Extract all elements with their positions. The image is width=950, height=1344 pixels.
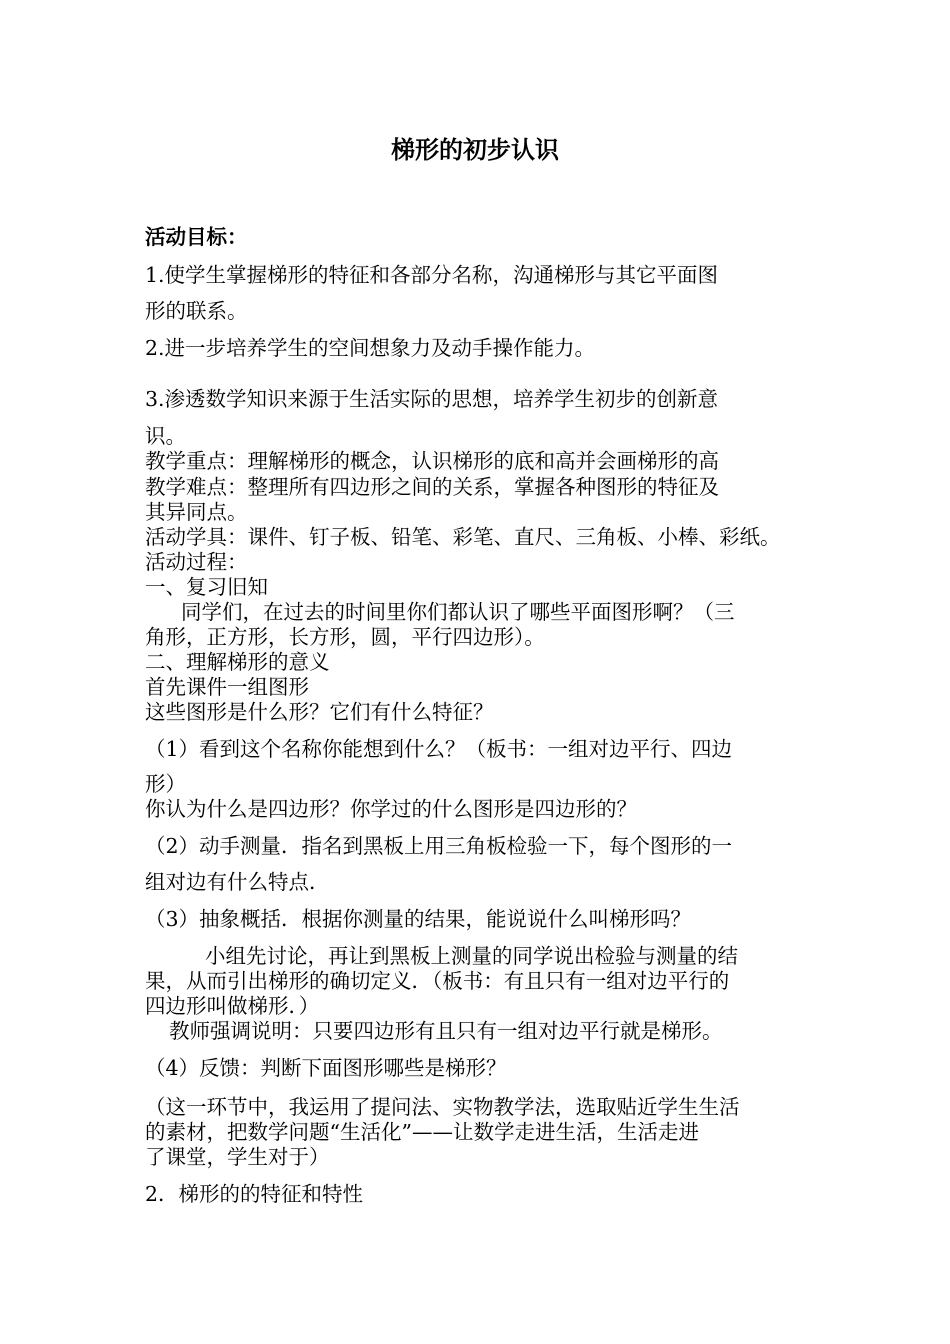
quadrilateral-question: 你认为什么是四边形？你学过的什么图形是四边形的？ (145, 797, 637, 821)
step-1-line-1: （1）看到这个名称你能想到什么？（板书：一组对边平行、四边 (145, 737, 733, 761)
activity-process-heading: 活动过程： (145, 550, 248, 574)
teacher-emphasis: 教师强调说明：只要四边形有且只有一组对边平行就是梯形。 (169, 1019, 723, 1043)
goal-3-line-2: 识。 (145, 424, 186, 448)
step-2-line-1: （2）动手测量．指名到黑板上用三角板检验一下，每个图形的一 (145, 834, 733, 858)
step-2-line-2: 组对边有什么特点． (145, 870, 330, 894)
section-review: 一、复习旧知 (145, 575, 268, 599)
step-1-line-2: 形） (145, 772, 186, 796)
courseware-line: 首先课件一组图形 (145, 675, 309, 699)
step-4: （4）反馈：判断下面图形哪些是梯形？ (145, 1056, 507, 1080)
reflection-line-3: 了课堂，学生对于） (145, 1145, 330, 1169)
question-line: 这些图形是什么形？它们有什么特征？ (145, 700, 494, 724)
discussion-line-2: 果，从而引出梯形的确切定义．（板书：有且只有一组对边平行的 (145, 969, 730, 993)
teaching-difficulty-line-1: 教学难点：整理所有四边形之间的关系，掌握各种图形的特征及 (145, 475, 719, 499)
activity-tools: 活动学具：课件、钉子板、铅笔、彩笔、直尺、三角板、小棒、彩纸。 (145, 525, 781, 549)
reflection-line-1: （这一环节中，我运用了提问法、实物教学法，选取贴近学生生活 (145, 1095, 740, 1119)
teaching-focus: 教学重点：理解梯形的概念，认识梯形的底和高并会画梯形的高 (145, 449, 719, 473)
review-paragraph-line-2: 角形，正方形，长方形，圆，平行四边形）。 (145, 625, 545, 649)
goal-1-line-2: 形的联系。 (145, 299, 248, 323)
section-meaning: 二、理解梯形的意义 (145, 650, 330, 674)
teaching-difficulty-line-2: 其异同点。 (145, 500, 248, 524)
goal-2: 2.进一步培养学生的空间想象力及动手操作能力。 (145, 336, 596, 360)
section-heading-goals: 活动目标： (145, 225, 248, 249)
review-paragraph-line-1: 同学们，在过去的时间里你们都认识了哪些平面图形啊？（三 (181, 600, 735, 624)
document-title: 梯形的初步认识 (391, 135, 559, 164)
discussion-line-1: 小组先讨论，再让到黑板上测量的同学说出检验与测量的结 (205, 944, 738, 968)
step-3: （3）抽象概括．根据你测量的结果，能说说什么叫梯形吗？ (145, 907, 692, 931)
discussion-line-3: 四边形叫做梯形．） (145, 994, 320, 1018)
section-2-heading: 2．梯形的的特征和特性 (145, 1182, 364, 1206)
reflection-line-2: 的素材，把数学问题“生活化”——让数学走进生活，生活走进 (145, 1120, 699, 1144)
goal-1-line-1: 1.使学生掌握梯形的特征和各部分名称，沟通梯形与其它平面图 (145, 263, 719, 287)
goal-3-line-1: 3.渗透数学知识来源于生活实际的思想，培养学生初步的创新意 (145, 387, 719, 411)
